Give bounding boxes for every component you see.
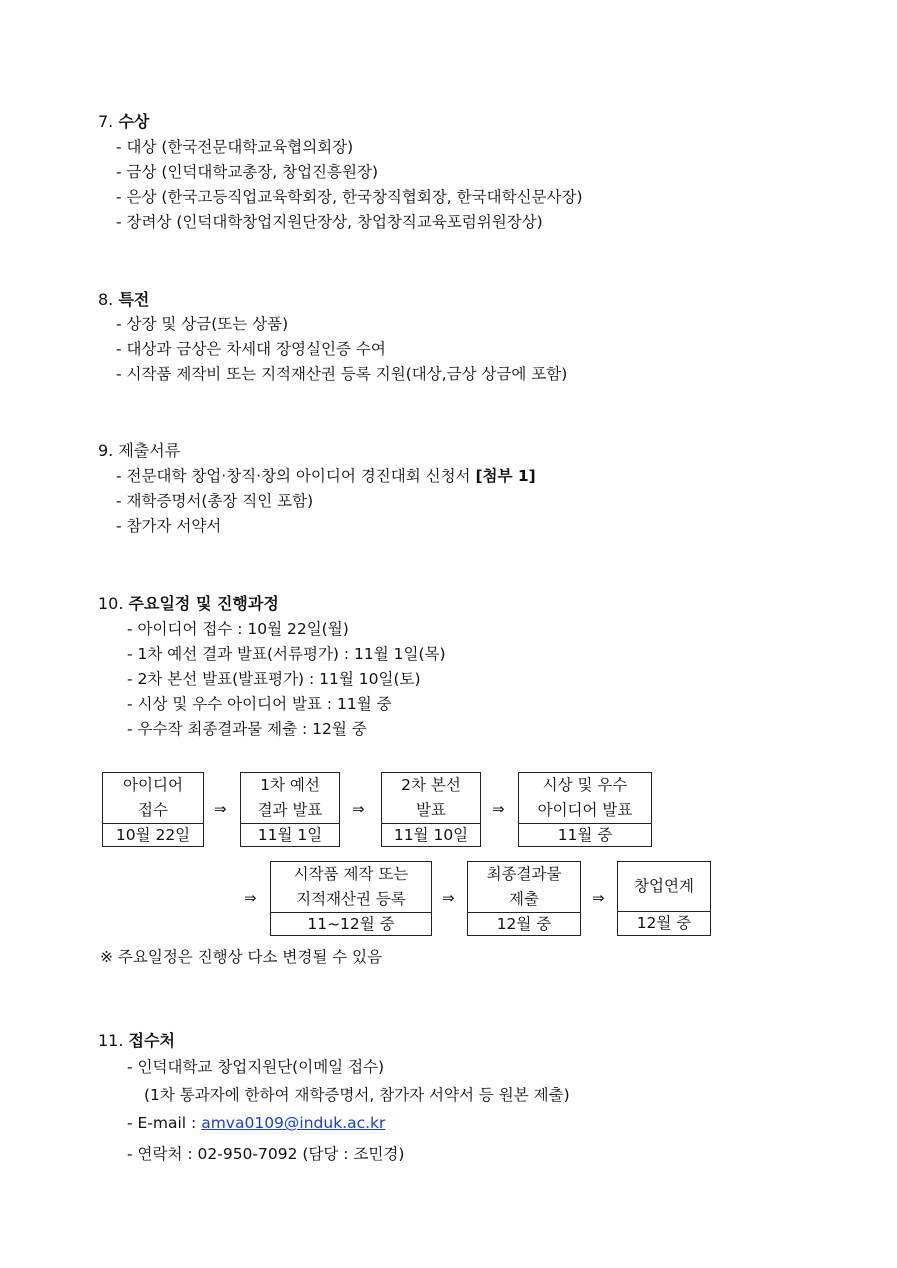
section-9-title: 9. 제출서류 [98, 441, 181, 460]
attachment-ref: [첨부 1] [475, 467, 536, 485]
schedule-item: - 1차 예선 결과 발표(서류평가) : 11월 1일(목) [127, 645, 446, 663]
contact-office: - 인덕대학교 창업지원단(이메일 접수) [127, 1058, 385, 1076]
contact-phone: - 연락처 : 02-950-7092 (담당 : 조민경) [127, 1145, 405, 1163]
flow-step-startup-link: 창업연계 12월 중 [617, 861, 711, 936]
award-grand: - 대상 (한국전문대학교육협의회장) [116, 138, 354, 156]
contact-office-note: (1차 통과자에 한하여 재학증명서, 참가자 서약서 등 원본 제출) [144, 1086, 570, 1104]
contact-email-row: - E-mail : amva0109@induk.ac.kr [127, 1114, 386, 1132]
flow-step-date: 12월 중 [618, 911, 710, 935]
document-application: - 전문대학 창업·창직·창의 아이디어 경진대회 신청서 [첨부 1] [116, 467, 536, 485]
benefit-item: - 대상과 금상은 차세대 장영실인증 수여 [116, 340, 386, 358]
award-silver: - 은상 (한국고등직업교육학회장, 한국창직협회장, 한국대학신문사장) [116, 188, 583, 206]
schedule-item: - 아이디어 접수 : 10월 22일(월) [127, 620, 349, 638]
flow-arrow: ⇒ [244, 889, 257, 907]
flow-arrow: ⇒ [492, 800, 505, 818]
flow-step-prototype: 시작품 제작 또는 지적재산권 등록 11~12월 중 [270, 861, 432, 936]
flow-step-idea-submission: 아이디어 접수 10월 22일 [102, 772, 204, 847]
schedule-note: ※ 주요일정은 진행상 다소 변경될 수 있음 [100, 948, 383, 966]
award-encouragement: - 장려상 (인덕대학창업지원단장상, 창업창직교육포럼위원장상) [116, 213, 543, 231]
flow-step-date: 10월 22일 [103, 823, 203, 846]
email-link[interactable]: amva0109@induk.ac.kr [201, 1114, 386, 1132]
section-10-title: 10. 주요일정 및 진행과정 [98, 594, 279, 613]
flow-step-award: 시상 및 우수 아이디어 발표 11월 중 [518, 772, 652, 847]
document-pledge: - 참가자 서약서 [116, 517, 222, 535]
flow-step-date: 11월 1일 [241, 823, 339, 846]
flow-arrow: ⇒ [352, 800, 365, 818]
flow-arrow: ⇒ [442, 889, 455, 907]
benefit-item: - 상장 및 상금(또는 상품) [116, 315, 289, 333]
section-11-title: 11. 접수처 [98, 1031, 175, 1050]
flow-arrow: ⇒ [592, 889, 605, 907]
section-7-title: 7. 수상 [98, 112, 150, 131]
schedule-item: - 2차 본선 발표(발표평가) : 11월 10일(토) [127, 670, 421, 688]
schedule-item: - 시상 및 우수 아이디어 발표 : 11월 중 [127, 695, 392, 713]
section-8-title: 8. 특전 [98, 290, 150, 309]
flow-step-final-output: 최종결과물 제출 12월 중 [467, 861, 581, 936]
flow-step-final: 2차 본선 발표 11월 10일 [381, 772, 481, 847]
flow-arrow: ⇒ [214, 800, 227, 818]
schedule-item: - 우수작 최종결과물 제출 : 12월 중 [127, 720, 367, 738]
flow-step-date: 11월 10일 [382, 823, 480, 846]
award-gold: - 금상 (인덕대학교총장, 창업진흥원장) [116, 163, 378, 181]
document-enrollment: - 재학증명서(총장 직인 포함) [116, 492, 314, 510]
flow-step-date: 11월 중 [519, 823, 651, 846]
benefit-item: - 시작품 제작비 또는 지적재산권 등록 지원(대상,금상 상금에 포함) [116, 365, 568, 383]
flow-step-date: 12월 중 [468, 912, 580, 935]
flow-step-preliminary: 1차 예선 결과 발표 11월 1일 [240, 772, 340, 847]
flow-step-date: 11~12월 중 [271, 912, 431, 935]
